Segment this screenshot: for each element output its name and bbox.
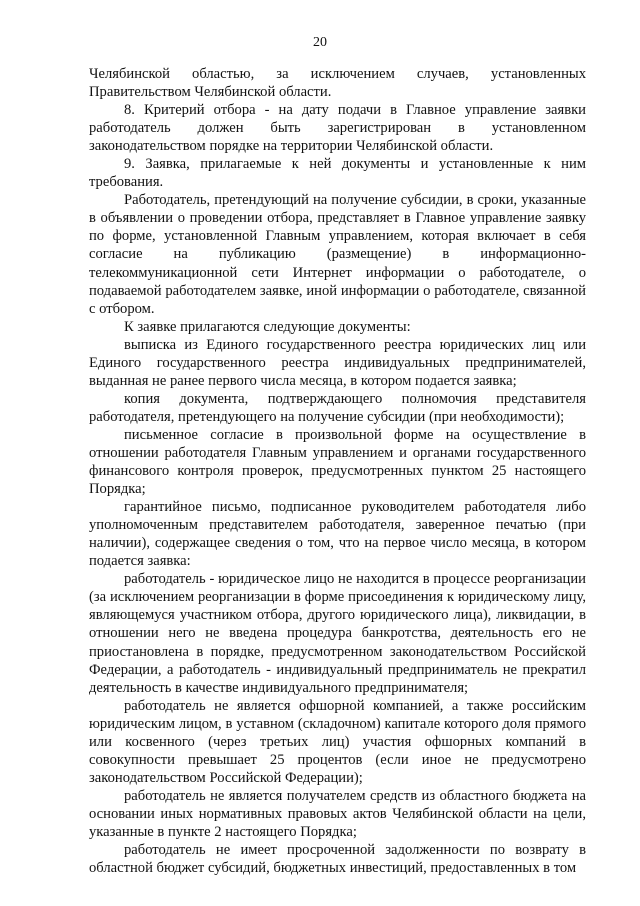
- paragraph-not-offshore: работодатель не является офшорной компанией, а также российским юридическим лицом, в уставном (складочном) капитале которого доля прямого или косвенного (через третьих лиц) участия офшорных компаний в совокупности превышает 25 процентов (если иное не предусмотрено законодательством Российской Федерации);: [89, 697, 586, 786]
- paragraph-no-reorganization: работодатель - юридическое лицо не находится в процессе реорганизации (за исключением реорганизации в форме присоединения к юридическому лицу, являющемуся участником отбора, другого юридического лица), ликвидации, в отношении него не введена процедура банкротства, деятельность его не приостановлена в порядке, предусмотренном законодательством Российской Федерации, а работодатель - индивидуальный предприниматель не прекратил деятельность в качестве индивидуального предпринимателя;: [89, 571, 586, 696]
- paragraph-item-9: 9. Заявка, прилагаемые к ней документы и установленные к ним требования.: [89, 156, 586, 191]
- document-body: [89, 65, 586, 877]
- paragraph-continuation: Челябинской областью, за исключением случаев, установленных Правительством Челябинской области.: [89, 66, 586, 101]
- paragraph-application: Работодатель, претендующий на получение субсидии, в сроки, указанные в объявлении о проведении отбора, представляет в Главное управление заявку по форме, установленной Главным управлением, которая включает в себя согласие на публикацию (размещение) в информационно-телекоммуникационной сети Интернет информации о работодателе, о подаваемой работодателем заявке, иной информации о работодателе, связанной с отбором.: [89, 192, 586, 317]
- paragraph-documents-intro: К заявке прилагаются следующие документы:: [124, 318, 411, 335]
- paragraph-authority-copy: копия документа, подтверждающего полномочия представителя работодателя, претендующего на получение субсидии (при необходимости);: [89, 390, 586, 425]
- paragraph-guarantee-letter: гарантийное письмо, подписанное руководителем работодателя либо уполномоченным представителем работодателя, заверенное печатью (при наличии), содержащее сведения о том, что на первое число месяца, в котором подается заявка:: [89, 499, 586, 570]
- page-number: 20: [313, 35, 327, 50]
- paragraph-no-debt: работодатель не имеет просроченной задолженности по возврату в областной бюджет субсидий, бюджетных инвестиций, предоставленных в том: [89, 842, 586, 877]
- paragraph-item-8: 8. Критерий отбора - на дату подачи в Главное управление заявки работодатель должен быть зарегистрирован в установленном законодательством порядке на территории Челябинской области.: [89, 102, 586, 155]
- paragraph-written-consent: письменное согласие в произвольной форме на осуществление в отношении работодателя Главным управлением и органами государственного финансового контроля проверок, предусмотренных пунктом 25 настоящего Порядка;: [89, 426, 586, 498]
- paragraph-not-recipient: работодатель не является получателем средств из областного бюджета на основании иных нормативных правовых актов Челябинской области на цели, указанные в пункте 2 настоящего Порядка;: [89, 787, 586, 840]
- paragraph-registry-extract: выписка из Единого государственного реестра юридических лиц или Единого государственного реестра индивидуальных предпринимателей, выданная не ранее первого числа месяца, в котором подается заявка;: [89, 336, 586, 389]
